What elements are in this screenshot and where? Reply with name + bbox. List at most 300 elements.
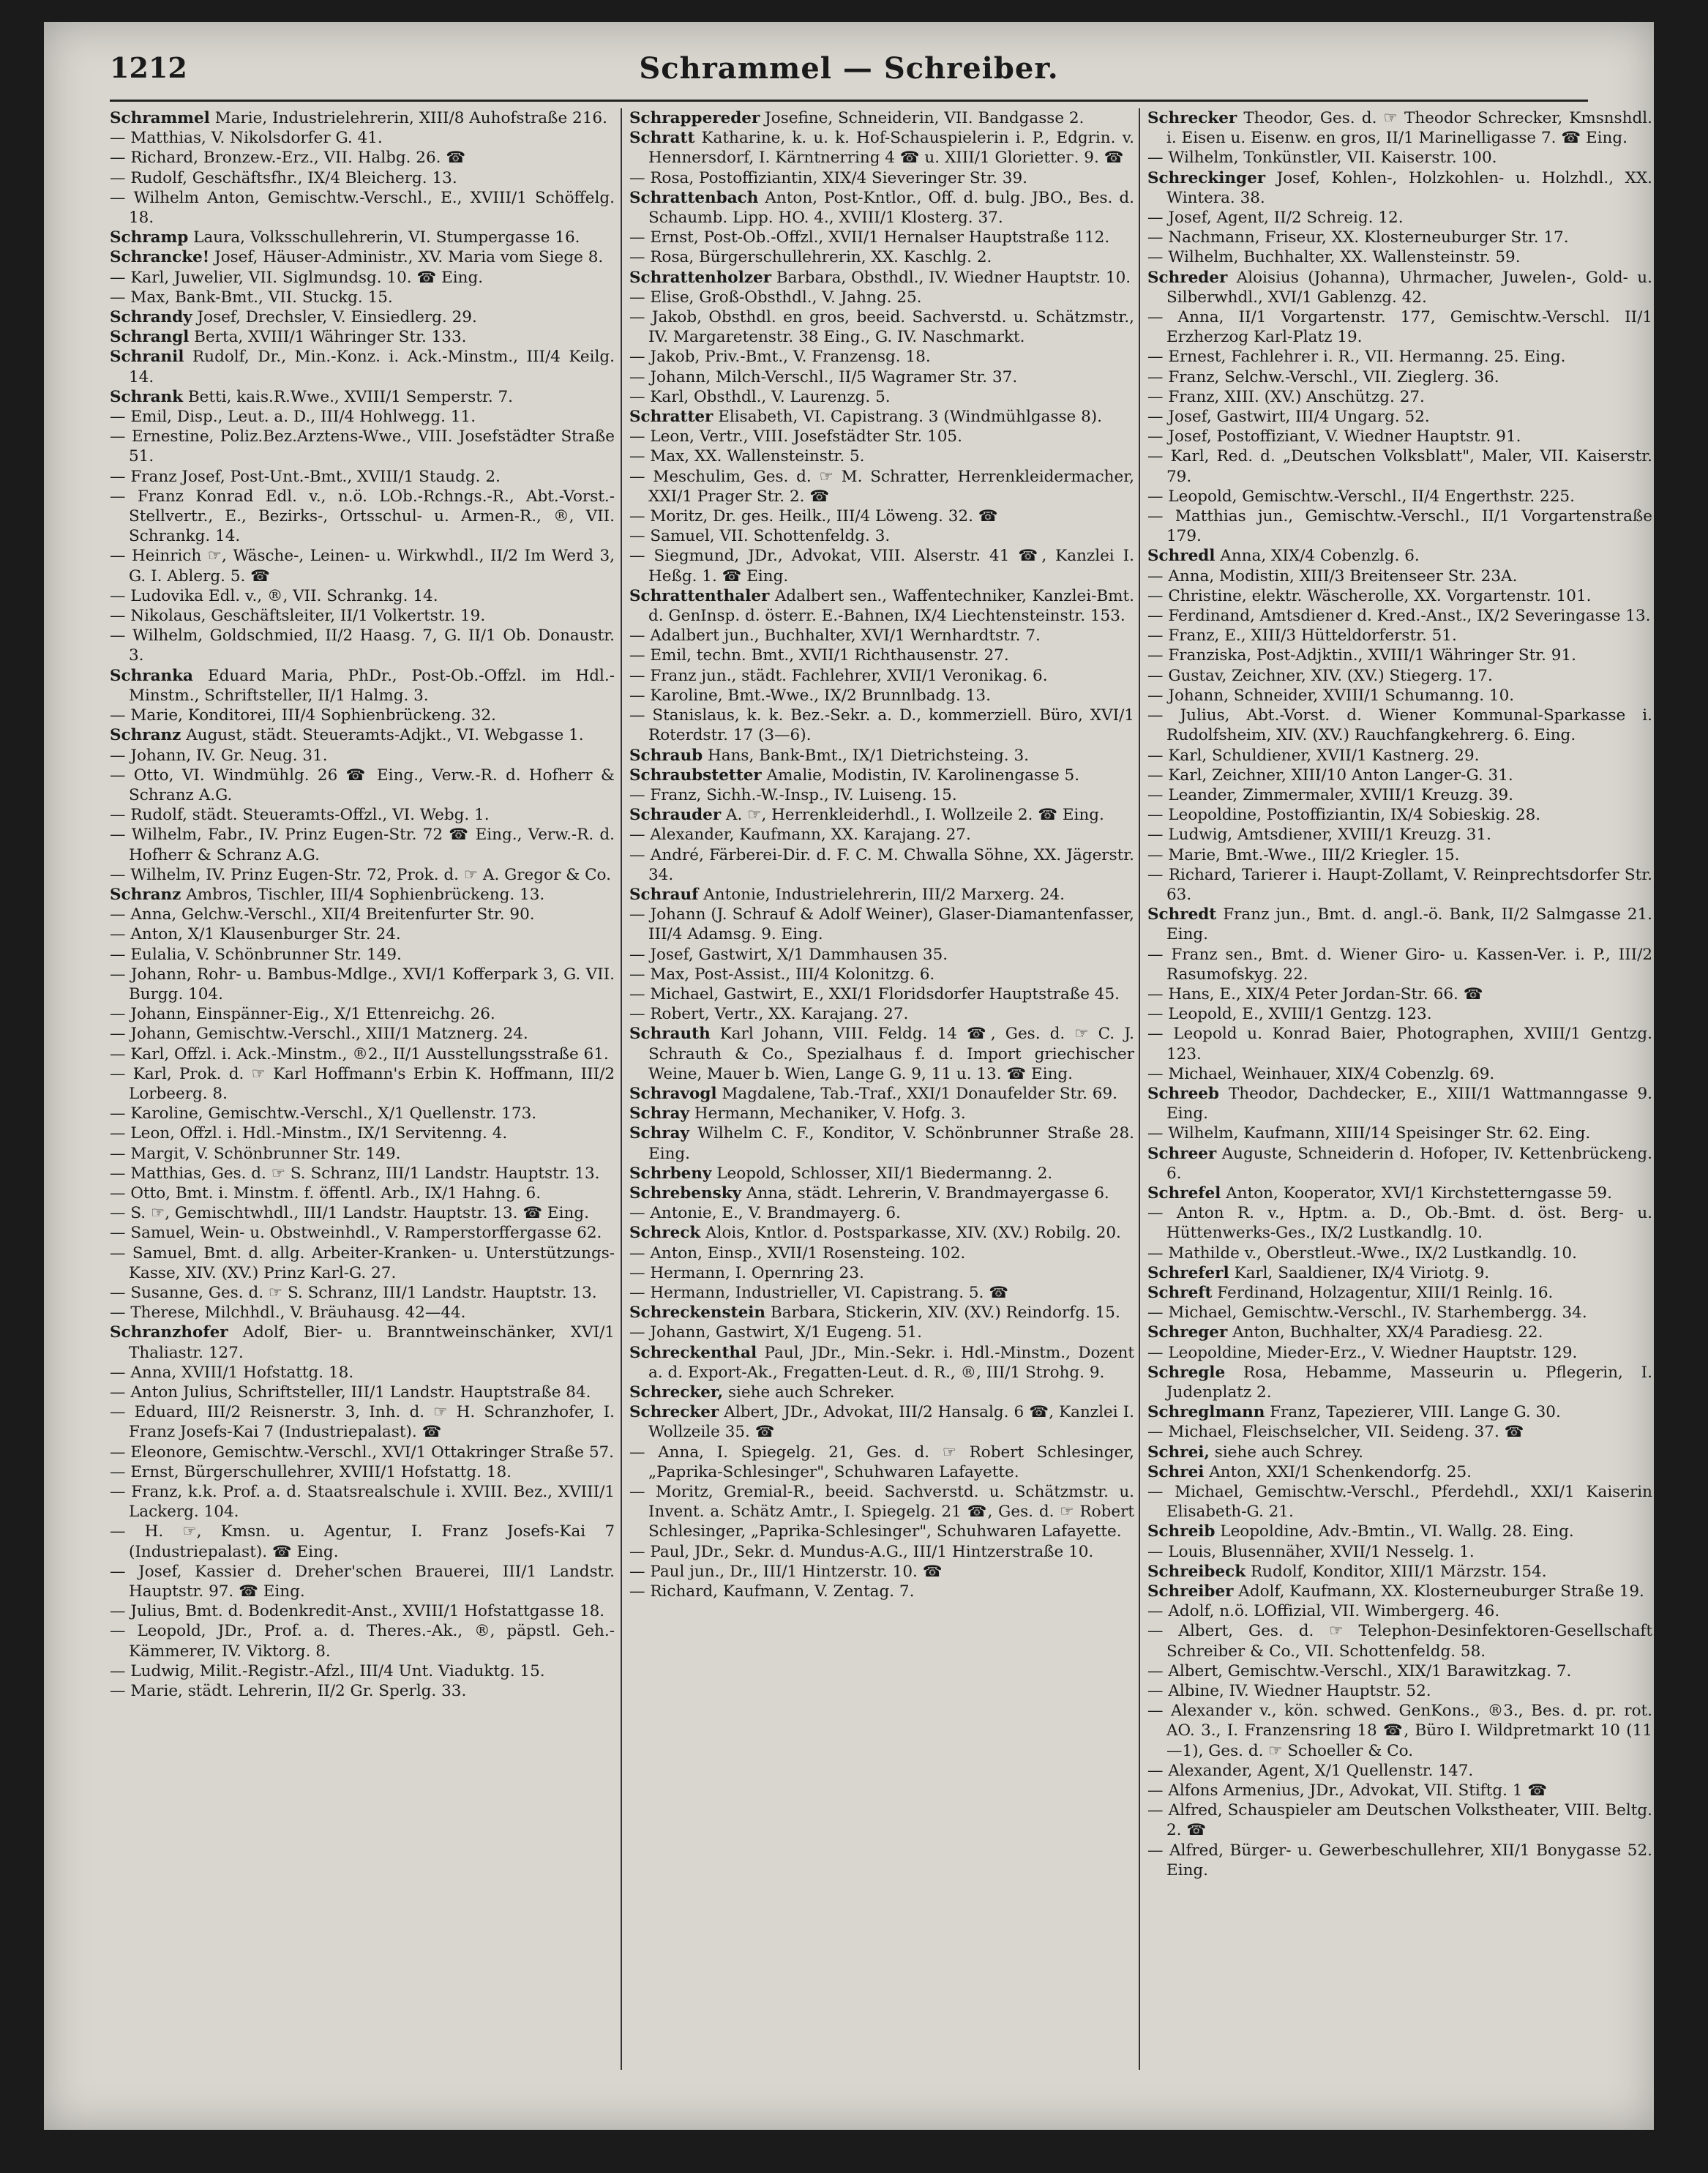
column-1 xyxy=(110,108,615,2070)
entry-text: — Josef, Postoffiziant, V. Wiedner Hauptstr. 91. xyxy=(1147,427,1521,446)
entry-text: — Franziska, Post-Adjktin., XVIII/1 Währinger Str. 91. xyxy=(1147,646,1576,665)
entry-text: — Ernst, Post-Ob.-Offzl., XVII/1 Hernalser Hauptstraße 112. xyxy=(629,228,1110,247)
entry-text: — Rudolf, städt. Steueramts-Offzl., VI. Webg. 1. xyxy=(110,806,490,825)
entry-text: — Otto, VI. Windmühlg. 26 ☎ Eing., Verw.-R. d. Hofherr & Schranz A.G. xyxy=(110,766,615,804)
directory-entry xyxy=(110,427,615,466)
entry-text: Theodor, Dachdecker, E., XIII/1 Wattmanngasse 9. Eing. xyxy=(1166,1084,1652,1123)
directory-entry xyxy=(1147,446,1652,486)
directory-entry xyxy=(1147,228,1652,247)
entry-surname: Schratter xyxy=(629,408,713,427)
directory-entry xyxy=(629,307,1134,347)
entry-text: — Ernestine, Poliz.Bez.Arztens-Wwe., VIII. Josefstädter Straße 51. xyxy=(110,427,615,466)
directory-entry xyxy=(110,805,615,825)
entry-surname: Schrangl xyxy=(110,328,190,347)
directory-entry xyxy=(1147,546,1652,566)
entry-text: Josef, Drechsler, V. Einsiedlerg. 29. xyxy=(192,308,477,327)
entry-text: — Moritz, Gremial-R., beeid. Sachverstd. u. Schätzmstr. u. Invent. a. Schätz Amtr., I. Spiegelg. 21 ☎, Ges. d. ☞ Robert Schlesinger, „Paprika-Schlesinger", Schuhwaren Lafayette. xyxy=(629,1483,1134,1541)
entry-text: Josefine, Schneiderin, VII. Bandgasse 2. xyxy=(760,109,1085,127)
entry-text: Josef, Kohlen-, Holzkohlen- u. Holzhdl., XX. Wintera. 38. xyxy=(1166,168,1652,207)
entry-text: — Karoline, Bmt.-Wwe., IX/2 Brunnlbadg. 13. xyxy=(629,686,991,705)
directory-entry xyxy=(110,268,615,288)
entry-text: — Hermann, Industrieller, VI. Capistrang. 5. ☎ xyxy=(629,1283,1008,1302)
directory-entry xyxy=(110,746,615,766)
directory-entry xyxy=(629,905,1134,944)
entry-text: — Alexander, Kaufmann, XX. Karajang. 27. xyxy=(629,826,971,845)
directory-entry xyxy=(629,766,1134,785)
directory-entry xyxy=(110,188,615,228)
entry-text: — Johann, Schneider, XVIII/1 Schumanng. 10. xyxy=(1147,686,1515,705)
entry-surname: Schrattenholzer xyxy=(629,268,772,287)
entry-text: Antonie, Industrielehrerin, III/2 Marxerg. 24. xyxy=(698,885,1065,904)
directory-entry xyxy=(110,1183,615,1203)
entry-surname: Schrbeny xyxy=(629,1164,712,1183)
entry-surname: Schreeb xyxy=(1147,1084,1219,1103)
entry-text: — Wilhelm, Tonkünstler, VII. Kaiserstr. 100. xyxy=(1147,149,1497,168)
directory-entry xyxy=(629,586,1134,626)
directory-entry xyxy=(110,1562,615,1601)
entry-surname: Schray xyxy=(629,1124,690,1143)
entry-text: — Johann, Milch-Verschl., II/5 Wagramer Str. 37. xyxy=(629,367,1018,386)
entry-surname: Schreiber xyxy=(1147,1582,1234,1601)
entry-text: — Leopold, JDr., Prof. a. d. Theres.-Ak., ®, päpstl. Geh.-Kämmerer, IV. Viktorg. 8. xyxy=(110,1622,615,1661)
directory-entry xyxy=(110,1601,615,1621)
directory-entry xyxy=(110,1621,615,1661)
entry-surname: Schranil xyxy=(110,348,184,367)
directory-entry xyxy=(1147,268,1652,307)
entry-text: — André, Färberei-Dir. d. F. C. M. Chwalla Söhne, XX. Jägerstr. 34. xyxy=(629,845,1134,884)
entry-surname: Schramp xyxy=(110,228,189,247)
entry-text: — Marie, Konditorei, III/4 Sophienbrückeng. 32. xyxy=(110,706,496,725)
entry-text: — Samuel, VII. Schottenfeldg. 3. xyxy=(629,527,891,546)
directory-entry xyxy=(629,1283,1134,1303)
directory-entry xyxy=(629,945,1134,965)
directory-entry xyxy=(1147,984,1652,1004)
entry-text: — Albine, IV. Wiedner Hauptstr. 52. xyxy=(1147,1682,1431,1701)
entry-text: — Franz, Sichh.-W.-Insp., IV. Luiseng. 15. xyxy=(629,785,957,804)
directory-entry xyxy=(110,1123,615,1143)
directory-entry xyxy=(1147,805,1652,825)
entry-text: — Anna, Modistin, XIII/3 Breitenseer Str. 23A. xyxy=(1147,566,1518,586)
entry-text: siehe auch Schrey. xyxy=(1209,1443,1363,1462)
directory-entry xyxy=(1147,1402,1652,1422)
entry-surname: Schray xyxy=(629,1104,690,1123)
directory-entry xyxy=(1147,387,1652,407)
directory-entry xyxy=(110,407,615,427)
header-rule xyxy=(110,100,1588,102)
directory-entry xyxy=(1147,1263,1652,1283)
entry-surname: Schreckenstein xyxy=(629,1304,766,1323)
directory-entry xyxy=(629,1123,1134,1163)
directory-entry xyxy=(1147,666,1652,686)
entry-text: — Anna, I. Spiegelg. 21, Ges. d. ☞ Robert Schlesinger, „Paprika-Schlesinger", Schuhwaren Lafayette. xyxy=(629,1443,1134,1481)
entry-text: — Johann, Rohr- u. Bambus-Mdlge., XVI/1 Kofferpark 3, G. VII. Burgg. 104. xyxy=(110,965,615,1003)
directory-entry xyxy=(1147,1004,1652,1024)
entry-text: — Paul jun., Dr., III/1 Hintzerstr. 10. ☎ xyxy=(629,1562,943,1581)
entry-text: Franz jun., Bmt. d. angl.-ö. Bank, II/2 Salmgasse 21. Eing. xyxy=(1166,905,1652,944)
entry-surname: Schrei xyxy=(1147,1462,1205,1481)
entry-surname: Schreger xyxy=(1147,1323,1228,1342)
directory-entry xyxy=(629,108,1134,128)
entry-text: — Johann (J. Schrauf & Adolf Weiner), Glaser-Diamantenfasser, III/4 Adamsg. 9. Eing. xyxy=(629,905,1134,944)
directory-entry xyxy=(1147,566,1652,586)
directory-entry xyxy=(1147,506,1652,546)
directory-entry xyxy=(110,467,615,487)
entry-text: — Ernst, Bürgerschullehrer, XVIII/1 Hofstattg. 18. xyxy=(110,1462,512,1481)
directory-entry xyxy=(110,606,615,626)
directory-entry xyxy=(110,228,615,247)
directory-entry xyxy=(629,1203,1134,1223)
directory-entry xyxy=(629,168,1134,188)
entry-surname: Schreib xyxy=(1147,1522,1216,1541)
entry-surname: Schredt xyxy=(1147,905,1217,924)
entry-text: — Wilhelm, IV. Prinz Eugen-Str. 72, Prok. d. ☞ A. Gregor & Co. xyxy=(110,865,611,884)
directory-entry xyxy=(629,1104,1134,1123)
directory-entry xyxy=(1147,1123,1652,1143)
entry-text: — Therese, Milchhdl., V. Bräuhausg. 42—44. xyxy=(110,1304,466,1323)
directory-entry xyxy=(1147,1601,1652,1621)
directory-entry xyxy=(629,506,1134,526)
entry-text: — Nikolaus, Geschäftsleiter, II/1 Volkertstr. 19. xyxy=(110,607,486,626)
entry-surname: Schrauder xyxy=(629,806,722,825)
column-3 xyxy=(1147,108,1652,2070)
directory-entry xyxy=(1147,1084,1652,1123)
entry-text: — Karl, Prok. d. ☞ Karl Hoffmann's Erbin K. Hoffmann, III/2 Lorbeerg. 8. xyxy=(110,1064,615,1103)
directory-entry xyxy=(1147,1482,1652,1522)
entry-text: — S. ☞, Gemischtwhdl., III/1 Landstr. Hauptstr. 13. ☎ Eing. xyxy=(110,1204,589,1223)
entry-text: Leopoldine, Adv.-Bmtin., VI. Wallg. 28. Eing. xyxy=(1215,1522,1574,1541)
directory-entry xyxy=(1147,1582,1652,1601)
directory-entry xyxy=(629,1402,1134,1442)
directory-entry xyxy=(110,825,615,864)
directory-entry xyxy=(1147,606,1652,626)
entry-text: — Anton R. v., Hptm. a. D., Ob.-Bmt. d. öst. Berg- u. Hüttenwerks-Ges., IX/2 Lustkandlg. 10. xyxy=(1147,1204,1652,1243)
entry-text: — Rosa, Bürgerschullehrerin, XX. Kaschlg. 2. xyxy=(629,248,992,267)
directory-entry xyxy=(110,1482,615,1522)
entry-text: Katharine, k. u. k. Hof-Schauspielerin i. P., Edgrin. v. Hennersdorf, I. Kärntnerring 4 ☎ u. XIII/1 Gloriettег. 9. ☎ xyxy=(648,129,1134,168)
entry-text: — Heinrich ☞, Wäsche-, Leinen- u. Wirkwhdl., II/2 Im Werd 3, G. I. Ablerg. 5. ☎ xyxy=(110,547,615,586)
column-divider xyxy=(1139,108,1140,2070)
directory-entry xyxy=(110,1661,615,1681)
entry-text: — Alfred, Schauspieler am Deutschen Volkstheater, VIII. Beltg. 2. ☎ xyxy=(1147,1801,1652,1840)
directory-entry xyxy=(110,885,615,905)
directory-entry xyxy=(1147,208,1652,228)
entry-text: — Emil, Disp., Leut. a. D., III/4 Hohlwegg. 11. xyxy=(110,408,476,427)
entry-text: — Alexander v., kön. schwed. GenKons., ®3., Bes. d. pr. rot. AO. 3., I. Franzensring 18 ☎, Büro I. Wildpretmarkt 10 (11—1), Ges. d. ☞ Schoeller & Co. xyxy=(1147,1702,1652,1760)
entry-text: — Michael, Gastwirt, E., XXI/1 Floridsdorfer Hauptstraße 45. xyxy=(629,984,1120,1003)
directory-entry xyxy=(629,1004,1134,1024)
entry-text: — Michael, Gemischtw.-Verschl., Pferdehdl., XXI/1 Kaiserin Elisabeth-G. 21. xyxy=(1147,1483,1652,1522)
entry-surname: Schravogl xyxy=(629,1084,717,1103)
entry-text: — Johann, Gemischtw.-Verschl., XIII/1 Matznerg. 24. xyxy=(110,1025,528,1044)
column-divider xyxy=(621,108,622,2070)
entry-text: — Adalbert jun., Buchhalter, XVI/1 Wernhardtstr. 7. xyxy=(629,627,1041,646)
directory-entry xyxy=(110,307,615,327)
directory-entry xyxy=(110,1164,615,1183)
entry-text: — H. ☞, Kmsn. u. Agentur, I. Franz Josefs-Kai 7 (Industriepalast). ☎ Eing. xyxy=(110,1522,615,1561)
entry-text: — Max, XX. Wallensteinstr. 5. xyxy=(629,447,865,466)
directory-entry xyxy=(1147,407,1652,427)
directory-entry xyxy=(629,706,1134,745)
directory-entry xyxy=(110,387,615,407)
entry-surname: Schrebensky xyxy=(629,1183,742,1203)
directory-entry xyxy=(1147,1522,1652,1541)
entry-text: Anton, XXI/1 Schenkendorfg. 25. xyxy=(1204,1462,1472,1481)
directory-entry xyxy=(629,686,1134,706)
directory-entry xyxy=(1147,1542,1652,1562)
directory-entry xyxy=(1147,1303,1652,1323)
directory-entry xyxy=(629,845,1134,885)
entry-text: — Susanne, Ges. d. ☞ S. Schranz, III/1 Landstr. Hauptstr. 13. xyxy=(110,1283,597,1302)
directory-entry xyxy=(1147,626,1652,646)
entry-text: — Karoline, Gemischtw.-Verschl., X/1 Quellenstr. 173. xyxy=(110,1104,537,1123)
entry-text: — Richard, Kaufmann, V. Zentag. 7. xyxy=(629,1582,915,1601)
entry-text: Franz, Tapezierer, VIII. Lange G. 30. xyxy=(1265,1403,1561,1422)
entry-text: — Josef, Gastwirt, III/4 Ungarg. 52. xyxy=(1147,408,1430,427)
entry-text: Wilhelm C. F., Konditor, V. Schönbrunner Straße 28. Eing. xyxy=(648,1124,1134,1163)
entry-surname: Schrattenthaler xyxy=(629,586,770,605)
entry-surname: Schranzhofer xyxy=(110,1323,228,1342)
directory-entry xyxy=(629,984,1134,1004)
directory-entry xyxy=(629,746,1134,766)
directory-entry xyxy=(1147,865,1652,905)
entry-surname: Schranz xyxy=(110,885,181,904)
directory-entry xyxy=(110,1522,615,1561)
entry-text: A. ☞, Herrenkleiderhdl., I. Wollzeile 2. ☎ Eing. xyxy=(721,806,1104,825)
directory-entry xyxy=(110,626,615,665)
entry-text: Alois, Kntlor. d. Postsparkasse, XIV. (XV.) Robilg. 20. xyxy=(700,1224,1121,1243)
directory-entry xyxy=(629,805,1134,825)
entry-surname: Schrancke! xyxy=(110,248,210,267)
entry-text: Ferdinand, Holzagentur, XIII/1 Reinlg. 16. xyxy=(1212,1283,1554,1302)
entry-text: — Albert, Ges. d. ☞ Telephon-Desinfektoren-Gesellschaft Schreiber & Co., VII. Schottenfeldg. 58. xyxy=(1147,1622,1652,1661)
entry-text: — Johann, Gastwirt, X/1 Eugeng. 51. xyxy=(629,1323,923,1342)
entry-surname: Schrank xyxy=(110,387,184,406)
directory-entry xyxy=(110,247,615,267)
directory-entry xyxy=(1147,148,1652,168)
directory-entry xyxy=(1147,905,1652,944)
entry-text: — Matthias jun., Gemischtw.-Verschl., II/1 Vorgartenstraße 179. xyxy=(1147,507,1652,546)
directory-entry xyxy=(110,1064,615,1104)
directory-entry xyxy=(1147,347,1652,367)
directory-entry xyxy=(110,487,615,547)
page-header xyxy=(110,51,1588,95)
entry-text: — Franz jun., städt. Fachlehrer, XVII/1 Veronikag. 6. xyxy=(629,666,1048,685)
entry-surname: Schrauth xyxy=(629,1025,711,1044)
directory-entry xyxy=(1147,945,1652,984)
directory-entry xyxy=(629,785,1134,805)
entry-text: — Franz, XIII. (XV.) Anschützg. 27. xyxy=(1147,387,1425,406)
entry-text: — Adolf, n.ö. LOffizial, VII. Wimbergerg. 46. xyxy=(1147,1602,1500,1621)
directory-entry xyxy=(1147,1841,1652,1880)
directory-entry xyxy=(110,1681,615,1701)
entry-surname: Schrammel xyxy=(110,109,210,127)
entry-text: Karl, Saaldiener, IX/4 Viriotg. 9. xyxy=(1229,1263,1490,1282)
entry-text: Anna, XIX/4 Cobenzlg. 6. xyxy=(1215,547,1420,566)
directory-entry xyxy=(110,1144,615,1164)
entry-surname: Schreckinger xyxy=(1147,168,1266,187)
entry-text: Barbara, Obsthdl., IV. Wiedner Hauptstr. 10. xyxy=(771,268,1131,287)
directory-entry xyxy=(110,128,615,148)
entry-text: Adolf, Bier- u. Branntweinschänker, XVI/1 Thaliastr. 127. xyxy=(129,1323,615,1362)
directory-entry xyxy=(629,1383,1134,1402)
entry-surname: Schreft xyxy=(1147,1283,1213,1302)
entry-text: Josef, Häuser-Administr., XV. Maria vom Siege 8. xyxy=(209,248,604,267)
directory-entry xyxy=(1147,1462,1652,1482)
directory-entry xyxy=(1147,1422,1652,1442)
entry-text: — Johann, Einspänner-Eig., X/1 Ettenreichg. 26. xyxy=(110,1005,495,1024)
directory-entry xyxy=(629,1263,1134,1283)
directory-entry xyxy=(1147,1203,1652,1243)
directory-entry xyxy=(110,1044,615,1064)
directory-entry xyxy=(1147,1761,1652,1781)
entry-text: — Max, Bank-Bmt., VII. Stuckg. 15. xyxy=(110,288,393,307)
directory-entry xyxy=(110,1024,615,1044)
directory-entry xyxy=(1147,1343,1652,1363)
entry-text: — Anton, X/1 Klausenburger Str. 24. xyxy=(110,925,401,944)
entry-surname: Schrecker xyxy=(1147,109,1237,127)
directory-entry xyxy=(629,646,1134,665)
directory-entry xyxy=(1147,1363,1652,1402)
entry-text: Albert, JDr., Advokat, III/2 Hansalg. 6 ☎, Kanzlei I. Wollzeile 35. ☎ xyxy=(648,1403,1134,1442)
directory-entry xyxy=(1147,1144,1652,1183)
directory-entry xyxy=(629,546,1134,586)
directory-entry xyxy=(110,546,615,586)
entry-text: — Julius, Bmt. d. Bodenkredit-Anst., XVIII/1 Hofstattgasse 18. xyxy=(110,1602,605,1621)
entry-text: — Karl, Obsthdl., V. Laurenzg. 5. xyxy=(629,387,891,406)
entry-text: Betti, kais.R.Wwe., XVIII/1 Semperstr. 7. xyxy=(183,387,514,406)
directory-entry xyxy=(110,1462,615,1482)
entry-text: siehe auch Schreker. xyxy=(723,1383,895,1402)
entry-text: — Samuel, Wein- u. Obstweinhdl., V. Ramperstorffergasse 62. xyxy=(110,1224,602,1243)
directory-entry xyxy=(629,1183,1134,1203)
entry-text: — Samuel, Bmt. d. allg. Arbeiter-Kranken- u. Unterstützungs-Kasse, XIV. (XV.) Prinz Karl-G. 27. xyxy=(110,1243,615,1282)
directory-entry xyxy=(629,1562,1134,1582)
entry-surname: Schrefel xyxy=(1147,1183,1221,1203)
entry-text: — Matthias, Ges. d. ☞ S. Schranz, III/1 Landstr. Hauptstr. 13. xyxy=(110,1164,600,1183)
directory-entry xyxy=(110,924,615,944)
running-title: Schrammel — Schreiber. xyxy=(639,51,1059,86)
directory-entry xyxy=(629,188,1134,228)
entry-surname: Schraub xyxy=(629,746,703,765)
entry-text: — Wilhelm, Fabr., IV. Prinz Eugen-Str. 72 ☎ Eing., Verw.-R. d. Hofherr & Schranz A.G. xyxy=(110,826,615,864)
entry-text: — Leopoldine, Mieder-Erz., V. Wiedner Hauptstr. 129. xyxy=(1147,1343,1578,1362)
entry-text: — Gustav, Zeichner, XIV. (XV.) Stiegerg. 17. xyxy=(1147,666,1493,685)
entry-text: — Jakob, Obsthdl. en gros, beeid. Sachverstd. u. Schätzmstr., IV. Margaretenstr. 38 Eing., G. IV. Naschmarkt. xyxy=(629,308,1134,347)
directory-entry xyxy=(1147,1243,1652,1263)
entry-text: Amalie, Modistin, IV. Karolinengasse 5. xyxy=(761,766,1080,785)
entry-surname: Schreibeck xyxy=(1147,1562,1246,1581)
entry-text: — Hans, E., XIX/4 Peter Jordan-Str. 66. ☎ xyxy=(1147,984,1483,1003)
directory-entry xyxy=(110,1443,615,1462)
entry-surname: Schrauf xyxy=(629,885,699,904)
entry-surname: Schrattenbach xyxy=(629,188,759,207)
column-2 xyxy=(629,108,1134,2070)
directory-entry xyxy=(1147,108,1652,148)
entry-text: Aloisius (Johanna), Uhrmacher, Juwelen-, Gold- u. Silberwhdl., XVI/1 Gablenzg. 42. xyxy=(1166,268,1652,307)
directory-entry xyxy=(110,1402,615,1442)
directory-entry xyxy=(1147,1024,1652,1063)
entry-text: — Moritz, Dr. ges. Heilk., III/4 Löweng. 32. ☎ xyxy=(629,507,998,526)
entry-text: — Karl, Juwelier, VII. Siglmundsg. 10. ☎ Eing. xyxy=(110,268,484,287)
entry-text: Rudolf, Dr., Min.-Konz. i. Ack.-Minstm., III/4 Keilg. 14. xyxy=(129,348,615,386)
entry-text: — Alfred, Bürger- u. Gewerbeschullehrer, XII/1 Bonygasse 52. Eing. xyxy=(1147,1841,1652,1880)
directory-entry xyxy=(629,288,1134,307)
directory-entry xyxy=(110,1383,615,1402)
directory-entry xyxy=(110,1323,615,1362)
entry-surname: Schreferl xyxy=(1147,1263,1229,1282)
entry-text: — Albert, Gemischtw.-Verschl., XIX/1 Barawitzkag. 7. xyxy=(1147,1661,1572,1680)
directory-page xyxy=(44,22,1654,2130)
entry-text: Paul, JDr., Min.-Sekr. i. Hdl.-Minstm., Dozent a. d. Export-Ak., Fregatten-Leut. d. R., ®, III/1 Strohg. 9. xyxy=(648,1343,1134,1382)
directory-entry xyxy=(629,1443,1134,1482)
directory-entry xyxy=(1147,367,1652,387)
directory-entry xyxy=(110,1283,615,1303)
entry-text: — Franz, Selchw.-Verschl., VII. Zieglerg. 36. xyxy=(1147,367,1499,386)
entry-text: Hans, Bank-Bmt., IX/1 Dietrichsteing. 3. xyxy=(703,746,1029,765)
entry-text: — Siegmund, JDr., Advokat, VIII. Alserstr. 41 ☎, Kanzlei I. Heßg. 1. ☎ Eing. xyxy=(629,547,1134,586)
entry-text: — Wilhelm, Kaufmann, XIII/14 Speisinger Str. 62. Eing. xyxy=(1147,1124,1591,1143)
directory-entry xyxy=(629,268,1134,288)
entry-text: — Rosa, Postoffiziantin, XIX/4 Sieveringer Str. 39. xyxy=(629,168,1027,187)
directory-entry xyxy=(1147,1562,1652,1582)
directory-entry xyxy=(1147,1323,1652,1342)
entry-surname: Schreck xyxy=(629,1224,701,1243)
directory-entry xyxy=(629,128,1134,168)
directory-entry xyxy=(110,1303,615,1323)
entry-surname: Schraubstetter xyxy=(629,766,762,785)
entry-text: Anton, Post-Kntlor., Off. d. bulg. JBO., Bes. d. Schaumb. Lipp. HO. 4., XVIII/1 Klosterg. 37. xyxy=(648,188,1134,228)
entry-text: — Anna, Gelchw.-Verschl., XII/4 Breitenfurter Str. 90. xyxy=(110,905,535,924)
entry-text: Berta, XVIII/1 Währinger Str. 133. xyxy=(189,328,467,347)
entry-text: — Max, Post-Assist., III/4 Kolonitzg. 6. xyxy=(629,965,935,984)
directory-entry xyxy=(1147,1064,1652,1084)
entry-text: — Marie, städt. Lehrerin, II/2 Gr. Sperlg. 33. xyxy=(110,1682,467,1701)
directory-entry xyxy=(629,467,1134,506)
entry-text: — Eduard, III/2 Reisnerstr. 3, Inh. d. ☞ H. Schranzhofer, I. Franz Josefs-Kai 7 (Industriepalast). ☎ xyxy=(110,1403,615,1442)
directory-entry xyxy=(629,1024,1134,1084)
entry-text: — Emil, techn. Bmt., XVII/1 Richthausenstr. 27. xyxy=(629,646,1009,665)
directory-entry xyxy=(1147,1800,1652,1840)
directory-entry xyxy=(1147,845,1652,865)
directory-entry xyxy=(110,108,615,128)
entry-text: — Nachmann, Friseur, XX. Klosterneuburger Str. 17. xyxy=(1147,228,1569,247)
entry-text: — Franz, k.k. Prof. a. d. Staatsrealschule i. XVIII. Bez., XVIII/1 Lackerg. 104. xyxy=(110,1483,615,1522)
directory-entry xyxy=(629,626,1134,646)
entry-text: Anton, Kooperator, XVI/1 Kirchstetterngasse 59. xyxy=(1221,1183,1612,1203)
entry-surname: Schredl xyxy=(1147,547,1216,566)
entry-text: Auguste, Schneiderin d. Hofoper, IV. Kettenbrückeng. 6. xyxy=(1166,1144,1652,1183)
entry-text: — Franz Josef, Post-Unt.-Bmt., XVIII/1 Staudg. 2. xyxy=(110,467,501,486)
directory-entry xyxy=(629,1482,1134,1542)
directory-entry xyxy=(1147,766,1652,785)
entry-text: — Louis, Blusennäher, XVII/1 Nesselg. 1. xyxy=(1147,1542,1475,1561)
entry-text: — Karl, Offzl. i. Ack.-Minstm., ®2., II/1 Ausstellungsstraße 61. xyxy=(110,1044,609,1063)
entry-surname: Schrecker, xyxy=(629,1383,724,1402)
entry-text: — Rudolf, Geschäftsfhr., IX/4 Bleicherg. 13. xyxy=(110,168,457,187)
entry-text: — Franz sen., Bmt. d. Wiener Giro- u. Kassen-Ver. i. P., III/2 Rasumofskyg. 22. xyxy=(1147,945,1652,984)
entry-text: Marie, Industrielehrerin, XIII/8 Auhofstraße 216. xyxy=(209,109,607,127)
entry-text: Anton, Buchhalter, XX/4 Paradiesg. 22. xyxy=(1227,1323,1543,1342)
entry-text: — Wilhelm Anton, Gemischtw.-Verschl., E., XVIII/1 Schöffelg. 18. xyxy=(110,188,615,228)
entry-text: — Leopold, Gemischtw.-Verschl., II/4 Engerthstr. 225. xyxy=(1147,487,1575,506)
directory-entry xyxy=(629,1323,1134,1342)
directory-entry xyxy=(629,1303,1134,1323)
directory-entry xyxy=(629,247,1134,267)
directory-entry xyxy=(1147,586,1652,606)
entry-text: — Stanislaus, k. k. Bez.-Sekr. a. D., kommerziell. Büro, XVI/1 Roterdstr. 17 (3—6). xyxy=(629,706,1134,745)
entry-text: — Karl, Zeichner, XIII/10 Anton Langer-G. 31. xyxy=(1147,766,1513,785)
entry-text: Rudolf, Konditor, XIII/1 Märzstr. 154. xyxy=(1246,1562,1547,1581)
